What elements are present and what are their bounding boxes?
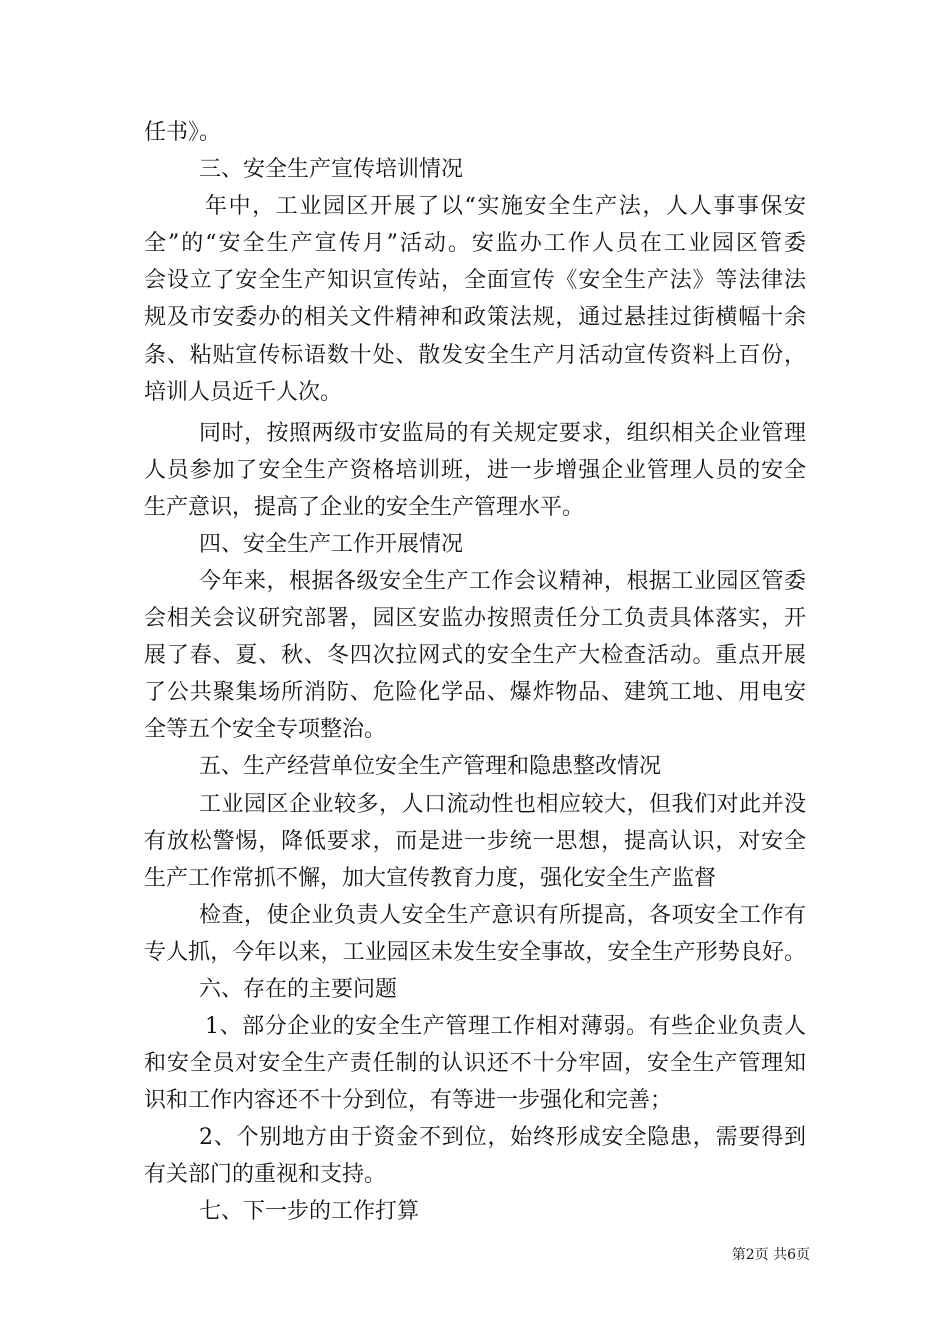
section-heading: 五、生产经营单位安全生产管理和隐患整改情况	[199, 754, 662, 779]
text-line: 2、个别地方由于资金不到位，始终形成安全隐患，需要得到	[199, 1125, 806, 1150]
text-line: 年中，工业园区开展了以“实施安全生产法，人人事事保安	[205, 194, 806, 219]
text-line: 生产意识，提高了企业的安全生产管理水平。	[144, 495, 585, 520]
text-line: 和安全员对安全生产责任制的认识还不十分牢固，安全生产管理知	[144, 1051, 806, 1076]
section-heading: 三、安全生产宣传培训情况	[199, 157, 464, 182]
text-line: 识和工作内容还不十分到位，有等进一步强化和完善；	[144, 1088, 673, 1113]
text-line: 规及市安委办的相关文件精神和政策法规，通过悬挂过街横幅十余	[144, 305, 806, 330]
section-heading: 七、下一步的工作打算	[199, 1199, 420, 1224]
text-line: 有放松警惕，降低要求，而是进一步统一思想，提高认识，对安全	[144, 829, 806, 854]
text-line: 任书》。	[144, 120, 222, 145]
text-line: 生产工作常抓不懈，加大宣传教育力度，强化安全生产监督	[144, 866, 717, 891]
text-line: 工业园区企业较多，人口流动性也相应较大，但我们对此并没	[199, 792, 806, 817]
text-line: 展了春、夏、秋、冬四次拉网式的安全生产大检查活动。重点开展	[144, 643, 806, 668]
section-heading: 四、安全生产工作开展情况	[199, 532, 464, 557]
text-line: 检查，使企业负责人安全生产意识有所提高，各项安全工作有	[199, 903, 806, 928]
page-number-footer: 第2页 共6页	[731, 1247, 810, 1263]
text-line: 有关部门的重视和支持。	[144, 1162, 387, 1187]
text-line: 同时，按照两级市安监局的有关规定要求，组织相关企业管理	[199, 421, 806, 446]
text-line: 人员参加了安全生产资格培训班，进一步增强企业管理人员的安全	[144, 458, 806, 483]
text-line: 专人抓，今年以来，工业园区未发生安全事故，安全生产形势良好。	[144, 940, 806, 965]
section-heading: 六、存在的主要问题	[199, 977, 398, 1002]
text-line: 全”的“安全生产宣传月”活动。安监办工作人员在工业园区管委	[144, 231, 806, 256]
text-line: 会设立了安全生产知识宣传站，全面宣传《安全生产法》等法律法	[144, 268, 806, 293]
text-line: 会相关会议研究部署，园区安监办按照责任分工负责具体落实，开	[144, 606, 806, 631]
text-line: 培训人员近千人次。	[144, 380, 343, 405]
text-line: 条、粘贴宣传标语数十处、散发安全生产月活动宣传资料上百份，	[144, 343, 806, 368]
text-line: 了公共聚集场所消防、危险化学品、爆炸物品、建筑工地、用电安	[144, 680, 806, 705]
text-line: 1、部分企业的安全生产管理工作相对薄弱。有些企业负责人	[205, 1014, 806, 1039]
text-line: 全等五个安全专项整治。	[144, 717, 387, 742]
text-line: 今年来，根据各级安全生产工作会议精神，根据工业园区管委	[199, 569, 806, 594]
